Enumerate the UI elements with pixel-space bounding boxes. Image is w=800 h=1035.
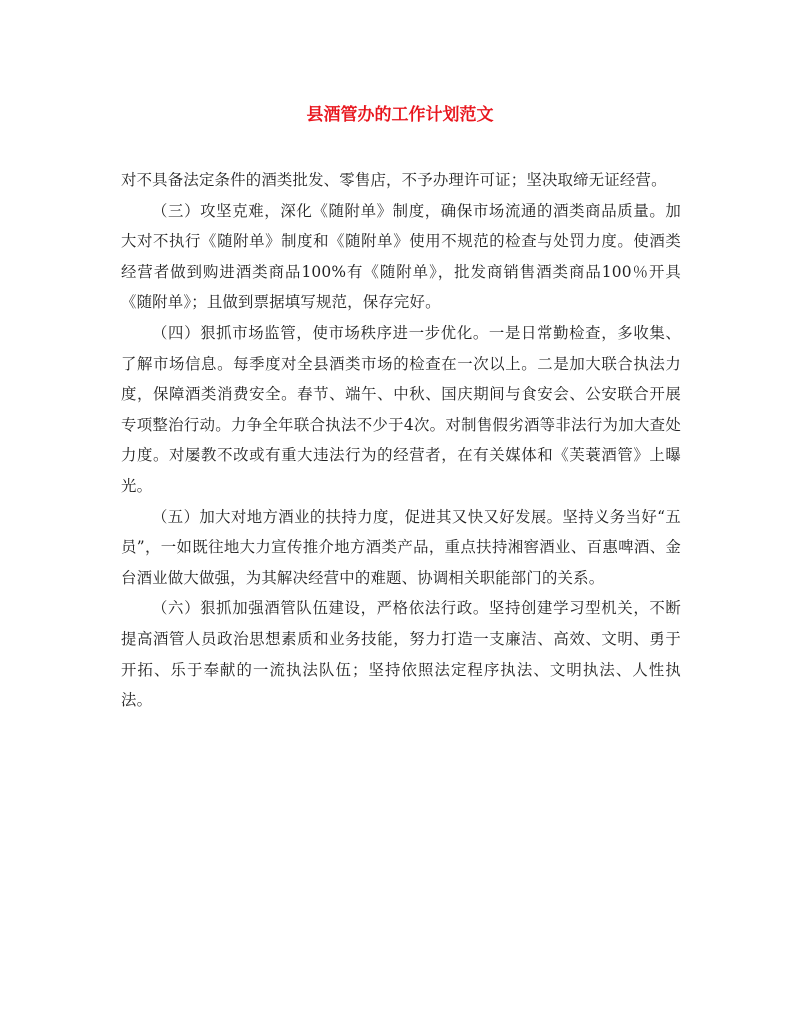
paragraph-section-6: （六）狠抓加强酒管队伍建设，严格依法行政。坚持创建学习型机关，不断提高酒管人员政治思想素质和业务技能，努力打造一支廉洁、高效、文明、勇于开拓、乐于奉献的一流执法队伍；坚持依照法定程序执法、文明执法、人性执法。 bbox=[121, 599, 681, 710]
document-body bbox=[121, 165, 681, 716]
paragraph-license-control: 对不具备法定条件的酒类批发、零售店，不予办理许可证；坚决取缔无证经营。 bbox=[121, 171, 667, 189]
paragraph-section-3: （三）攻坚克难，深化《随附单》制度，确保市场流通的酒类商品质量。加大对不执行《随附单》制度和《随附单》使用不规范的检查与处罚力度。使酒类经营者做到购进酒类商品100%有《随附单》，批发商销售酒类商品100％开具《随附单》；且做到票据填写规范，保存完好。 bbox=[121, 201, 681, 312]
document-title: 县酒管办的工作计划范文 bbox=[306, 105, 494, 125]
paragraph-section-5: （五）加大对地方酒业的扶持力度，促进其又快又好发展。坚持义务当好“五员”，一如既往地大力宣传推介地方酒类产品，重点扶持湘窖酒业、百惠啤酒、金台酒业做大做强，为其解决经营中的难题、协调相关职能部门的关系。 bbox=[121, 507, 681, 587]
paragraph-section-4: （四）狠抓市场监管，使市场秩序进一步优化。一是日常勤检查，多收集、了解市场信息。每季度对全县酒类市场的检查在一次以上。二是加大联合执法力度，保障酒类消费安全。春节、端午、中秋、国庆期间与食安会、公安联合开展专项整治行动。力争全年联合执法不少于4次。对制售假劣酒等非法行为加大查处力度。对屡教不改或有重大违法行为的经营者，在有关媒体和《芙蓑酒管》上曝光。 bbox=[121, 323, 681, 495]
